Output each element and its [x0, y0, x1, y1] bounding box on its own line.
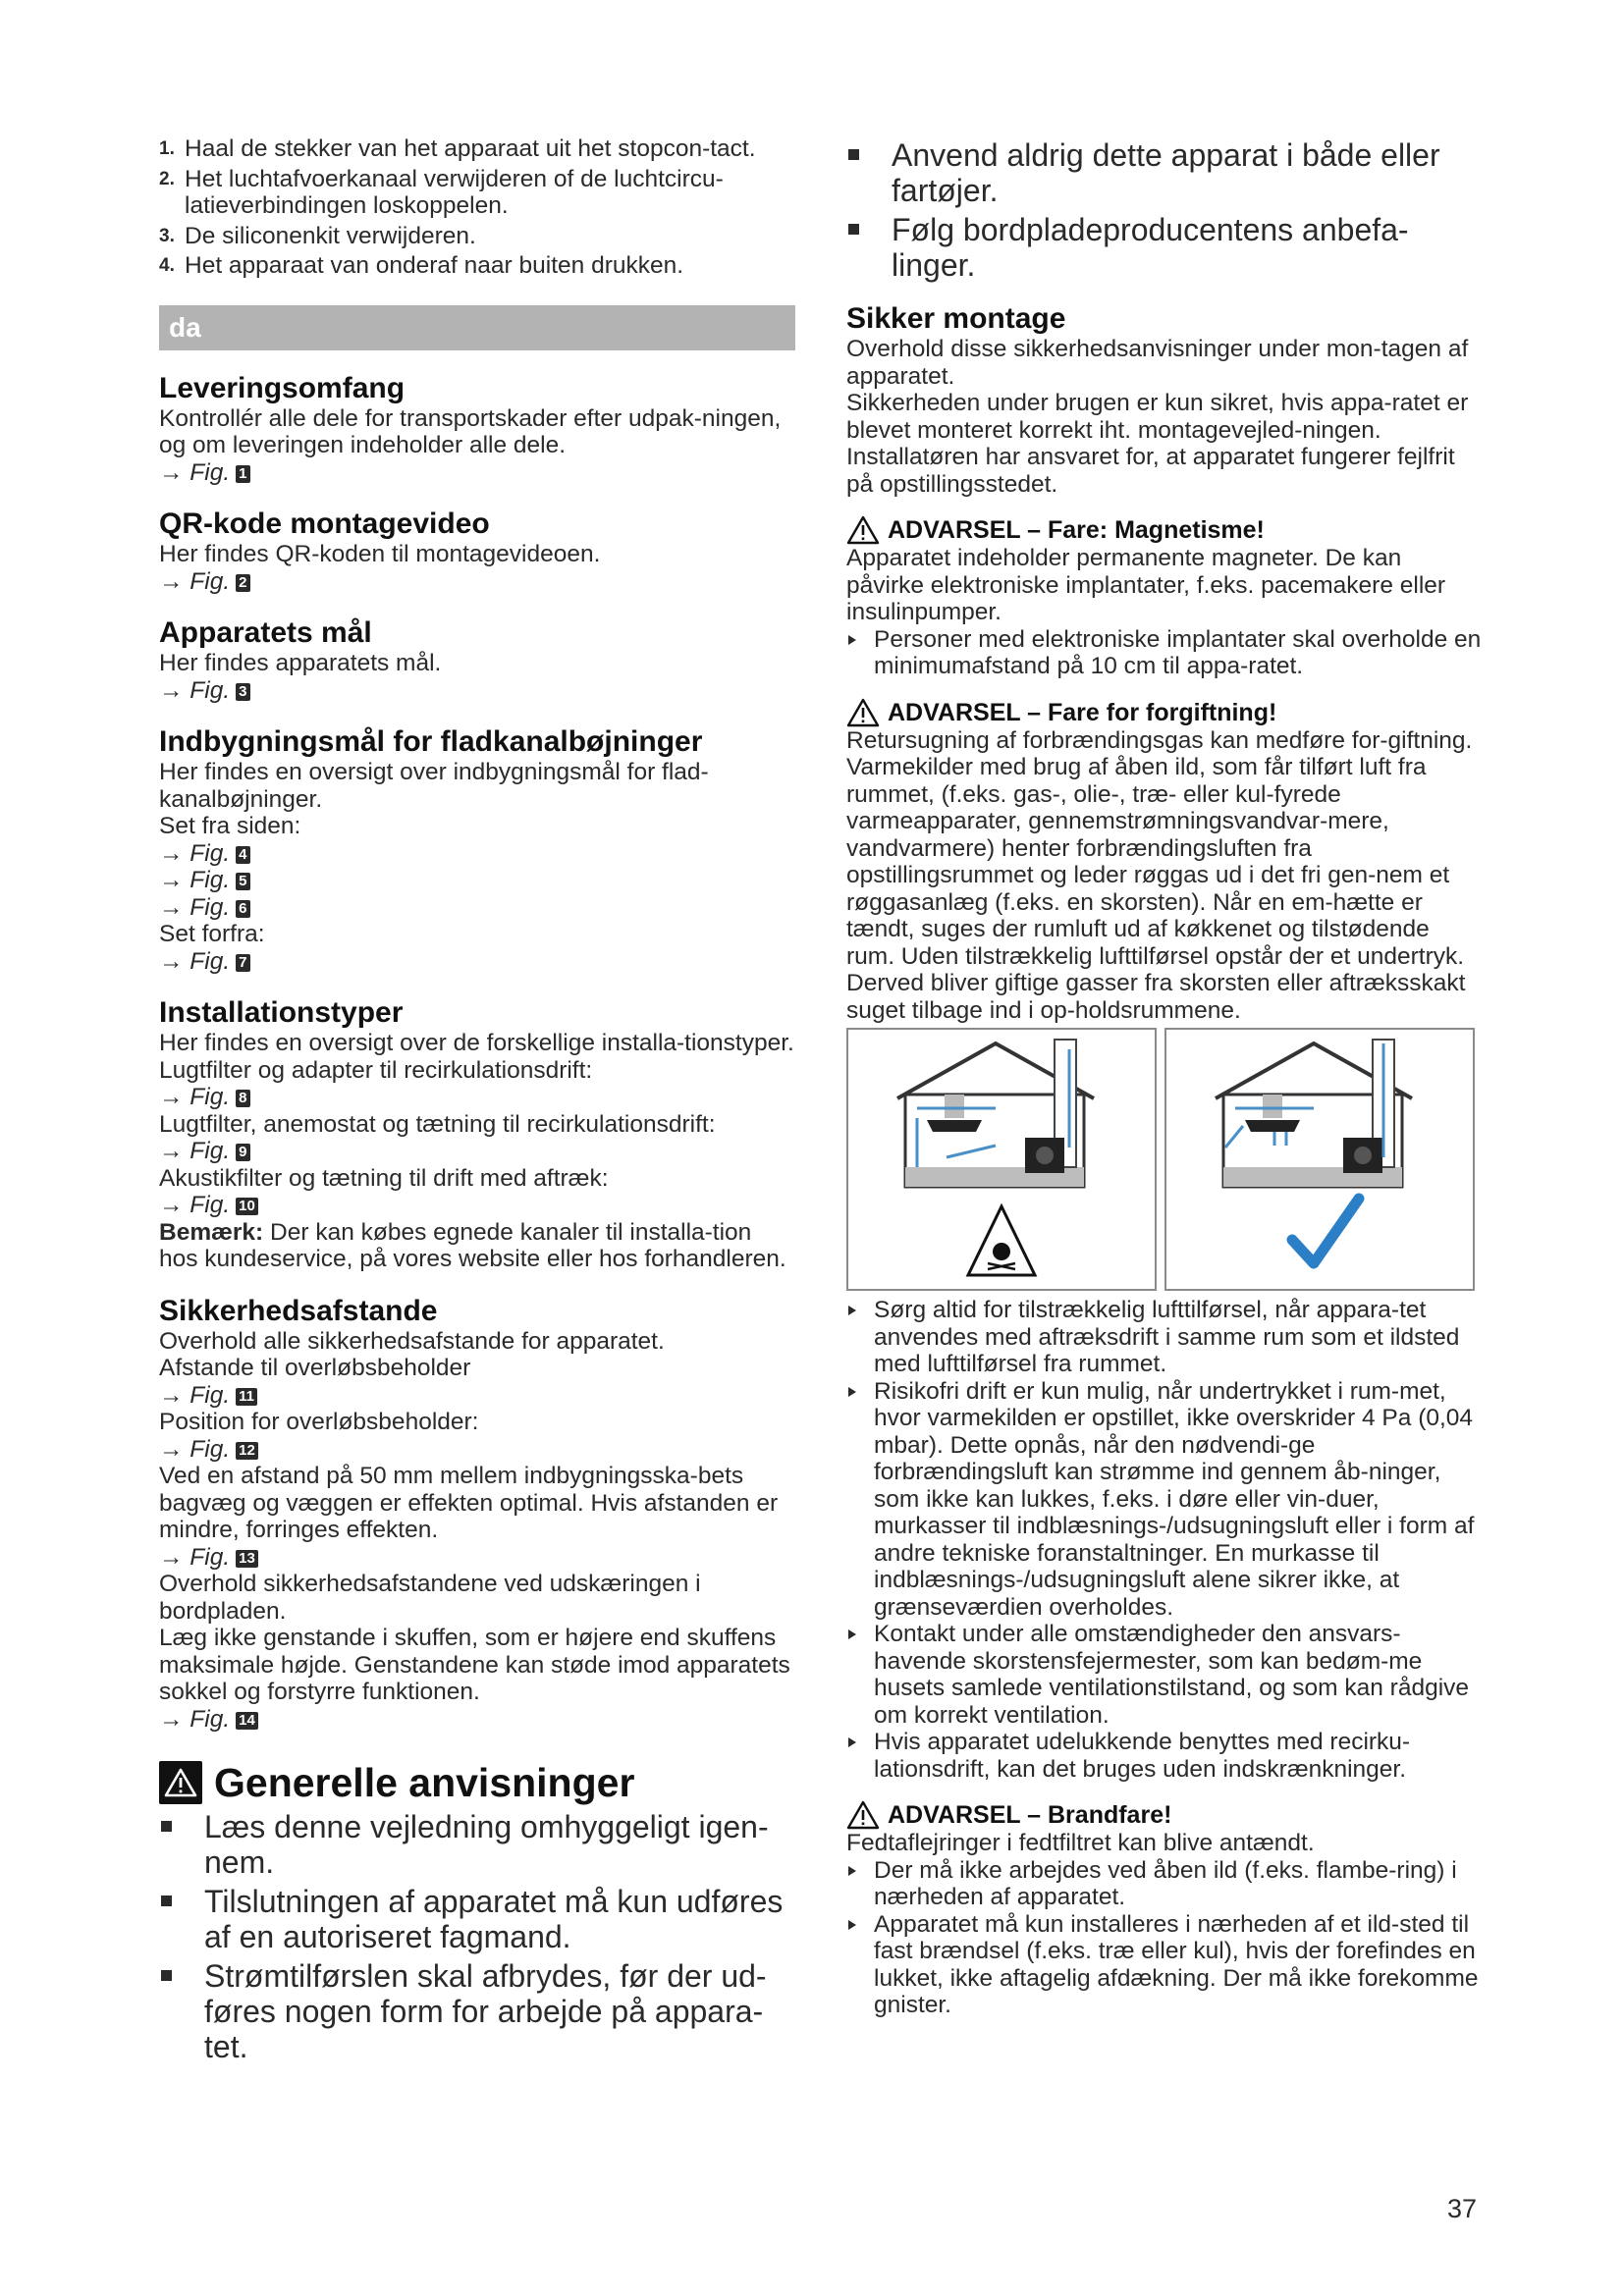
- page-number: 37: [1446, 2194, 1477, 2223]
- fig-badge: 5: [236, 873, 249, 890]
- warning-bullets: [846, 1297, 1483, 1783]
- section-text: Overhold disse sikkerhedsanvisninger under mon-tagen af apparatet.: [846, 336, 1469, 390]
- warning-heading: ADVARSEL – Fare for forgiftning!: [846, 698, 1483, 727]
- install-item: Akustikfilter og tætning til drift med aftræk:: [159, 1164, 609, 1192]
- list-item: 3. De siliconenkit verwijderen.: [159, 222, 476, 249]
- checkmark-icon: [1292, 1199, 1359, 1263]
- fig-ref: → Fig. 11: [159, 1382, 795, 1410]
- fig-ref: → Fig. 7: [159, 948, 795, 976]
- language-bar: da: [159, 305, 795, 350]
- bullet-square-icon: [848, 149, 859, 160]
- fig-ref: → Fig. 4: [159, 840, 795, 868]
- warning-magnet: [846, 515, 1483, 680]
- list-item: Apparatet må kun installeres i nærheden af et ild-sted til fast brændsel (f.eks. træ eller kul), hvis der forefindes en lukket, ikke aftagelig afdækning. Der må ikke forekomme gnister.: [846, 1911, 1483, 2019]
- section-text: Læg ikke genstande i skuffen, som er højere end skuffens maksimale højde. Genstandene kan støde imod apparatets sokkel og forstyrre funktionen.: [159, 1625, 790, 1705]
- list-item: Følg bordpladeproducentens anbefa-linger.: [846, 212, 1483, 283]
- fig-badge: 12: [236, 1442, 258, 1460]
- section-text: Her findes en oversigt over de forskellige installa-tionstyper.: [159, 1030, 794, 1056]
- section-indbygning: [159, 725, 795, 975]
- side-label: Set fra siden:: [159, 813, 301, 839]
- section-text: Her findes en oversigt over indbygningsmål for flad-kanalbøjninger.: [159, 759, 709, 813]
- section-qr: [159, 507, 795, 595]
- bullet-arrow-icon: [848, 1737, 856, 1747]
- fig-badge: 7: [236, 954, 249, 972]
- illustration-panel-danger: [846, 1028, 1157, 1291]
- section-title: QR-kode montagevideo: [159, 507, 490, 540]
- list-item: Personer med elektroniske implantater skal overholde en minimumafstand på 10 cm til appa-ratet.: [846, 626, 1483, 680]
- list-item: Tilslutningen af apparatet må kun udføres af en autoriseret fagmand.: [159, 1884, 795, 1954]
- generelle-list-left: [159, 1809, 795, 2064]
- bullet-square-icon: [161, 1821, 172, 1832]
- section-title: Installationstyper: [159, 996, 404, 1029]
- fig-ref: → Fig. 5: [159, 867, 795, 894]
- page-title: Generelle anvisninger: [214, 1760, 635, 1805]
- section-text: Afstande til overløbsbeholder: [159, 1355, 471, 1381]
- list-item: Anvend aldrig dette apparat i både eller fartøjer.: [846, 137, 1483, 208]
- fig-ref: → Fig. 8: [159, 1084, 795, 1111]
- list-item: Læs denne vejledning omhyggeligt igen-nem.: [159, 1809, 795, 1880]
- fig-badge: 1: [236, 465, 249, 483]
- warning-triangle-icon: [846, 1800, 880, 1830]
- fig-ref: → Fig. 12: [159, 1436, 795, 1464]
- fig-badge: 8: [236, 1090, 249, 1107]
- fig-ref: → Fig. 6: [159, 894, 795, 922]
- list-item: Sørg altid for tilstrækkelig lufttilførsel, når appara-tet anvendes med aftræksdrift i samme rum som et ildsted med lufttilførsel fra rummet.: [846, 1297, 1483, 1378]
- warning-bullets: [846, 1857, 1483, 2019]
- fig-ref: → Fig. 14: [159, 1706, 795, 1734]
- generelle-list-right: [846, 137, 1483, 283]
- fig-ref: → Fig. 9: [159, 1138, 795, 1165]
- section-text: Her findes apparatets mål.: [159, 650, 442, 676]
- bullet-arrow-icon: [848, 1629, 856, 1639]
- warning-heading: ADVARSEL – Fare: Magnetisme!: [846, 515, 1483, 545]
- bullet-arrow-icon: [848, 1387, 856, 1397]
- bullet-arrow-icon: [848, 1306, 856, 1315]
- section-sikkerhed: [159, 1295, 795, 1734]
- fig-badge: 9: [236, 1144, 249, 1161]
- bullet-square-icon: [161, 1970, 172, 1981]
- fig-badge: 3: [236, 683, 249, 701]
- warning-icon: [159, 1761, 202, 1804]
- section-title: Apparatets mål: [159, 616, 372, 649]
- section-text: Overhold sikkerhedsafstandene ved udskæringen i bordpladen.: [159, 1571, 701, 1625]
- fig-ref: → Fig. 13: [159, 1544, 795, 1572]
- section-title: Sikkerhedsafstande: [159, 1294, 438, 1327]
- fig-badge: 10: [236, 1198, 258, 1215]
- section-text: Position for overløbsbeholder:: [159, 1409, 479, 1435]
- warning-text: Retursugning af forbrændingsgas kan medføre for-giftning. Varmekilder med brug af åben ild, som får tilført luft fra rummet, (f.eks. gas-, olie-, træ- eller kul-fyrede varmeapparater, gennemstrømningsvandvar-mere, vandvarmere) henter forbrændingsluften fra opstillingsrummet og leder røggas ud i det fri gen-nem et røggasanlæg (f.eks. en skorsten). Når en em-hætte er tændt, suges der rumluft ud af køkkenet og tilstødende rum. Uden tilstrækkelig lufttilførsel opstår der et undertryk. Derved bliver giftige gasser fra skorsten eller aftræksskakt suget tilbage ind i op-holdsrummene.: [846, 726, 1473, 1024]
- section-leveringsomfang: [159, 372, 795, 487]
- list-item: 2. Het luchtafvoerkanaal verwijderen of de luchtcircu-latieverbindingen loskoppelen.: [159, 165, 724, 219]
- section-text: Sikkerheden under brugen er kun sikret, hvis appa-ratet er blevet monteret korrekt iht. montagevejled-ningen. Installatøren har ansvaret for, at apparatet fungerer fejlfrit på opstillingsstedet.: [846, 390, 1469, 498]
- warning-triangle-icon: [846, 698, 880, 727]
- install-note: Bemærk: Der kan købes egnede kanaler til installa-tion hos kundeservice, på vores website eller hos forhandleren.: [159, 1218, 786, 1272]
- bullet-arrow-icon: [848, 635, 856, 645]
- fig-badge: 11: [236, 1388, 257, 1406]
- section-text: Ved en afstand på 50 mm mellem indbygningsska-bets bagvæg og væggen er effekten optimal. Hvis afstanden er mindre, forringes effekten.: [159, 1463, 779, 1543]
- list-item: Risikofri drift er kun mulig, når undertrykket i rum-met, hvor varmekilden er opstillet, ikke overskrider 4 Pa (0,04 mbar). Dette opnås, når den nødvendi-ge forbrændingsluft kan strømme ind gennem åb-ninger, som ikke kan lukkes, f.eks. i døre eller vin-duer, murkasser til indblæsnings-/udsugningsluft eller i form af andre tekniske foranstaltninger. En murkasse til indblæsnings-/udsugningsluft alene sikrer ikke, at grænseværdien overholdes.: [846, 1378, 1483, 1622]
- warning-bullets: [846, 626, 1483, 680]
- warning-gift: [846, 698, 1483, 1784]
- right-column: [846, 137, 1483, 2019]
- warning-brand: [846, 1800, 1483, 2019]
- section-text: Kontrollér alle dele for transportskader efter udpak-ningen, og om leveringen indeholder alle dele.: [159, 404, 782, 458]
- left-column: [159, 135, 795, 2064]
- list-item: 1. Haal de stekker van het apparaat uit het stopcon-tact.: [159, 135, 756, 162]
- ventilation-illustration: [846, 1028, 1483, 1291]
- generelle-heading: [159, 1760, 795, 1805]
- front-label: Set forfra:: [159, 921, 265, 947]
- list-item: Der må ikke arbejdes ved åben ild (f.eks. flambe-ring) i nærheden af apparatet.: [846, 1857, 1483, 1911]
- fig-badge: 6: [236, 900, 249, 918]
- bullet-square-icon: [848, 224, 859, 235]
- fig-badge: 13: [236, 1550, 258, 1568]
- section-title: Leveringsomfang: [159, 371, 406, 404]
- fig-ref: → Fig. 3: [159, 677, 795, 705]
- warning-text: Apparatet indeholder permanente magneter. De kan påvirke elektroniske implantater, f.eks. pacemakere eller insulinpumper.: [846, 545, 1446, 625]
- section-title: Sikker montage: [846, 302, 1066, 335]
- install-item: Lugtfilter, anemostat og tætning til recirkulationsdrift:: [159, 1110, 716, 1138]
- section-installation: [159, 996, 795, 1273]
- bullet-arrow-icon: [848, 1866, 856, 1876]
- fig-ref: → Fig. 2: [159, 568, 795, 596]
- list-item: Hvis apparatet udelukkende benyttes med recirku-lationsdrift, kan det bruges uden indskrænkninger.: [846, 1729, 1483, 1783]
- fig-badge: 4: [236, 846, 249, 864]
- section-maal: [159, 616, 795, 704]
- warning-heading: ADVARSEL – Brandfare!: [846, 1800, 1483, 1830]
- bullet-arrow-icon: [848, 1920, 856, 1930]
- section-montage: [846, 302, 1483, 498]
- bullet-square-icon: [161, 1896, 172, 1906]
- install-item: Lugtfilter og adapter til recirkulationsdrift:: [159, 1056, 593, 1084]
- fig-badge: 2: [236, 574, 249, 592]
- illustration-panel-ok: [1164, 1028, 1475, 1291]
- list-item: Strømtilførslen skal afbrydes, før der ud-føres nogen form for arbejde på appara-tet.: [159, 1958, 795, 2064]
- warning-text: Fedtaflejringer i fedtfiltret kan blive antændt.: [846, 1830, 1315, 1856]
- fig-ref: → Fig. 10: [159, 1192, 795, 1219]
- removal-steps: [159, 135, 795, 280]
- list-item: 4. Het apparaat van onderaf naar buiten drukken.: [159, 252, 684, 279]
- warning-triangle-icon: [846, 515, 880, 545]
- section-title: Indbygningsmål for fladkanalbøjninger: [159, 725, 703, 758]
- skull-warning-icon: [968, 1206, 1035, 1275]
- section-text: Overhold alle sikkerhedsafstande for apparatet.: [159, 1327, 665, 1355]
- fig-ref: → Fig. 1: [159, 459, 795, 487]
- list-item: Kontakt under alle omstændigheder den ansvars-havende skorstensfejermester, som kan bedøm-me husets samlede ventilationstilstand, og som kan rådgive om korrekt ventilation.: [846, 1621, 1483, 1729]
- fig-badge: 14: [236, 1712, 258, 1730]
- section-text: Her findes QR-koden til montagevideoen.: [159, 541, 601, 567]
